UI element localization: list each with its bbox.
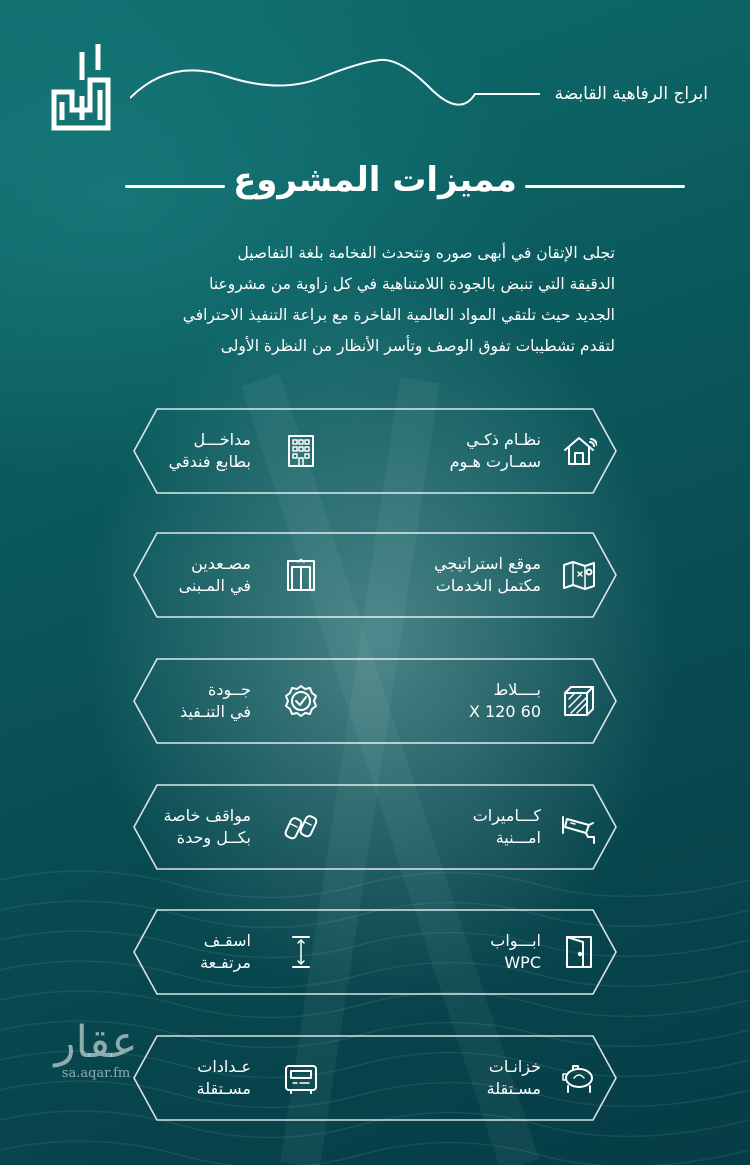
feature-title: مصـعدين: [191, 554, 251, 573]
elevator-icon: [283, 557, 319, 593]
feature-item: [375, 408, 617, 494]
feature-text: [197, 1056, 251, 1100]
feature-text: [179, 553, 251, 597]
intro-line: لتقدم تشطيبات تفوق الوصف وتأسر الأنظار من النظرة الأولى: [220, 337, 615, 355]
section-title: مميزات المشروع: [233, 160, 517, 200]
intro-line: الدقيقة التي تنبض بالجودة اللامتناهية في كل زاوية من مشروعنا: [209, 275, 615, 293]
feature-subtitle: مكتمل الخدمات: [435, 576, 541, 595]
feature-title: نظـام ذكـي: [466, 430, 541, 449]
feature-title: مواقف خاصة: [163, 806, 251, 825]
feature-item: [133, 408, 375, 494]
feature-title: موقع استراتيجي: [434, 554, 541, 573]
feature-subtitle: بطابع فندقي: [168, 452, 251, 471]
feature-title: عـدادات: [197, 1057, 251, 1076]
feature-title: جــودة: [207, 680, 251, 699]
feature-item: [375, 909, 617, 995]
tiles-icon: [561, 683, 597, 719]
abraj-logo: [48, 40, 114, 132]
feature-title: مداخـــل: [193, 430, 251, 449]
watermark-url: sa.aqar.fm: [61, 1066, 131, 1081]
security-camera-icon: [561, 809, 597, 845]
aqar-watermark: [36, 1017, 156, 1081]
feature-subtitle: مسـتقلة: [196, 1079, 251, 1098]
intro-line: تجلى الإتقان في أبهى صوره وتتحدث الفخامة بلغة التفاصيل: [237, 244, 615, 262]
feature-card: [133, 658, 617, 744]
quality-badge-icon: [283, 683, 319, 719]
title-divider-right: [525, 185, 685, 188]
brand-name: ابراج الرفاهية القابضة: [554, 84, 708, 104]
feature-card: [133, 909, 617, 995]
feature-item: [133, 532, 375, 618]
feature-text: [180, 679, 251, 723]
feature-card: [133, 532, 617, 618]
title-divider-left: [125, 185, 225, 188]
feature-text: [487, 1056, 541, 1100]
feature-text: [163, 805, 251, 849]
building-icon: [283, 433, 319, 469]
feature-title: خزانـات: [488, 1057, 541, 1076]
intro-line: الجديد حيث تلتقي المواد العالمية الفاخرة مع براعة التنفيذ الاحترافي: [182, 306, 615, 324]
feature-text: [490, 930, 541, 974]
intro-paragraph: [115, 238, 615, 362]
feature-card: [133, 1035, 617, 1121]
feature-item: [133, 1035, 375, 1121]
feature-item: [133, 658, 375, 744]
feature-item: [375, 1035, 617, 1121]
feature-subtitle: مسـتقلة: [486, 1079, 541, 1098]
parking-cars-icon: [283, 809, 319, 845]
feature-subtitle: 60 X 120: [468, 702, 541, 721]
feature-subtitle: في التنـفيذ: [179, 702, 251, 721]
feature-card: [133, 408, 617, 494]
feature-title: ابـــواب: [490, 931, 541, 950]
feature-text: [434, 553, 541, 597]
door-icon: [561, 934, 597, 970]
feature-text: [450, 429, 541, 473]
watermark-logo: عقار: [54, 1017, 138, 1068]
water-tank-icon: [561, 1060, 597, 1096]
meter-icon: [283, 1060, 319, 1096]
feature-item: [375, 784, 617, 870]
feature-item: [133, 784, 375, 870]
feature-subtitle: بكــل وحدة: [176, 828, 251, 847]
feature-card: [133, 784, 617, 870]
feature-title: كـــاميرات: [472, 806, 541, 825]
feature-subtitle: مرتفـعة: [200, 953, 251, 972]
section-header: [0, 160, 750, 210]
feature-subtitle: امـــنية: [495, 828, 541, 847]
feature-subtitle: سمـارت هـوم: [449, 452, 541, 471]
feature-subtitle: WPC: [504, 953, 541, 972]
feature-item: [375, 658, 617, 744]
smart-home-icon: [561, 433, 597, 469]
feature-text: [473, 805, 541, 849]
brand-wave-line: [130, 48, 540, 108]
feature-text: [169, 429, 251, 473]
map-icon: [561, 557, 597, 593]
feature-subtitle: في المـبنى: [178, 576, 251, 595]
feature-item: [375, 532, 617, 618]
feature-item: [133, 909, 375, 995]
feature-title: بــــلاط: [493, 680, 541, 699]
ceiling-height-icon: [283, 934, 319, 970]
feature-text: [200, 930, 251, 974]
feature-text: [469, 679, 541, 723]
feature-title: اسقـف: [203, 931, 251, 950]
